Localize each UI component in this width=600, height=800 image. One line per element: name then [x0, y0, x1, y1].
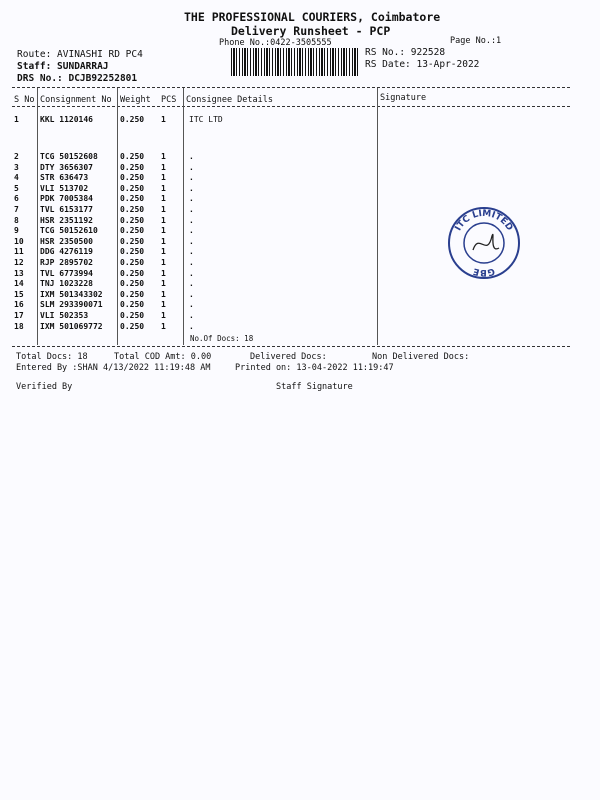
cell-consignee: .: [189, 215, 194, 225]
non-delivered-docs: Non Delivered Docs:: [372, 352, 470, 362]
cell-cons: STR 636473: [40, 173, 89, 183]
page-number: Page No.:1: [450, 36, 502, 46]
cell-cons: IXM 501069772: [40, 321, 103, 331]
col-header-consignment: Consignment No: [40, 95, 112, 105]
cell-pcs: 1: [161, 173, 166, 183]
cell-pcs: 1: [161, 205, 166, 214]
staff-label: Staff: SUNDARRAJ: [17, 61, 109, 72]
staff-signature-label: Staff Signature: [276, 382, 353, 392]
cell-cons: HSR 2351192: [40, 215, 93, 225]
cell-pcs: 1: [161, 215, 166, 225]
cell-weight: 0.250: [120, 194, 145, 204]
cell-weight: 0.250: [120, 152, 145, 161]
cell-consignee: .: [189, 247, 194, 257]
cell-pcs: 1: [161, 162, 166, 172]
cell-cons: TNJ 1023228: [40, 279, 93, 289]
cell-pcs: 1: [161, 226, 166, 236]
cell-consignee: .: [189, 258, 194, 267]
cell-cons: TVL 6153177: [40, 205, 93, 214]
cell-weight: 0.250: [120, 173, 145, 183]
col-header-signature: Signature: [380, 93, 427, 103]
col-divider-signature: [377, 88, 378, 345]
cell-pcs: 1: [161, 194, 166, 204]
col-divider-pcs: [183, 88, 184, 345]
cell-pcs: 1: [161, 311, 166, 320]
svg-text:GBE: GBE: [472, 265, 496, 278]
cell-cons: SLM 293390071: [40, 300, 103, 310]
cell-consignee: .: [189, 194, 194, 204]
cell-sno: 5: [14, 183, 19, 193]
cell-pcs: 1: [161, 183, 166, 193]
cell-pcs: 1: [161, 115, 166, 124]
cell-consignee: .: [189, 152, 194, 161]
svg-text:ITC LIMITED: ITC LIMITED: [453, 208, 515, 233]
cell-consignee: .: [189, 162, 194, 172]
cell-sno: 11: [14, 247, 24, 257]
cell-weight: 0.250: [120, 162, 145, 172]
header-bottom-rule: [12, 106, 570, 107]
cell-sno: 7: [14, 205, 19, 214]
cell-weight: 0.250: [120, 300, 145, 310]
cell-pcs: 1: [161, 300, 166, 310]
cell-cons: TVL 6773994: [40, 268, 93, 278]
cell-sno: 9: [14, 226, 19, 236]
runsheet-subtitle: Delivery Runsheet - PCP: [231, 24, 391, 38]
cell-cons: RJP 2895702: [40, 258, 93, 267]
cell-weight: 0.250: [120, 268, 145, 278]
cell-sno: 18: [14, 321, 24, 331]
cell-cons: DDG 4276119: [40, 247, 93, 257]
col-header-consignee: Consignee Details: [186, 95, 273, 105]
cell-sno: 3: [14, 162, 19, 172]
cell-weight: 0.250: [120, 289, 145, 299]
drs-number: DRS No.: DCJB92252801: [17, 73, 138, 84]
total-docs: Total Docs: 18: [16, 352, 88, 362]
table-bottom-rule: [12, 346, 570, 347]
cell-consignee: .: [189, 183, 194, 193]
cell-weight: 0.250: [120, 205, 145, 214]
rs-date: RS Date: 13-Apr-2022: [365, 59, 480, 70]
delivered-docs: Delivered Docs:: [250, 352, 327, 362]
cell-consignee: .: [189, 289, 194, 299]
verified-by-label: Verified By: [16, 382, 73, 392]
cell-cons: VLI 513702: [40, 183, 89, 193]
cell-sno: 13: [14, 268, 24, 278]
cell-consignee: .: [189, 321, 194, 331]
cell-cons: TCG 50152608: [40, 152, 98, 161]
cell-weight: 0.250: [120, 236, 145, 246]
cell-sno: 2: [14, 152, 19, 161]
phone-number: Phone No.:0422-3505555: [219, 38, 332, 48]
cell-consignee: .: [189, 279, 194, 289]
cell-cons: IXM 501343302: [40, 289, 103, 299]
col-header-weight: Weight: [120, 95, 151, 105]
cell-weight: 0.250: [120, 215, 145, 225]
cell-cons: KKL 1120146: [40, 115, 93, 124]
route-label: Route: AVINASHI RD PC4: [17, 49, 143, 60]
table-top-rule: [12, 87, 570, 88]
cell-cons: HSR 2350500: [40, 236, 93, 246]
company-stamp: [445, 206, 523, 280]
cell-weight: 0.250: [120, 311, 145, 320]
cell-sno: 17: [14, 311, 24, 320]
cell-pcs: 1: [161, 247, 166, 257]
cell-consignee: .: [189, 268, 194, 278]
cell-consignee: ITC LTD: [189, 115, 223, 124]
cell-pcs: 1: [161, 236, 166, 246]
cell-pcs: 1: [161, 321, 166, 331]
cell-weight: 0.250: [120, 279, 145, 289]
cell-sno: 10: [14, 236, 24, 246]
cell-sno: 16: [14, 300, 24, 310]
cell-pcs: 1: [161, 258, 166, 267]
cell-consignee: .: [189, 300, 194, 310]
cell-weight: 0.250: [120, 226, 145, 236]
cell-consignee: .: [189, 226, 194, 236]
col-divider-sno: [37, 88, 38, 345]
cell-weight: 0.250: [120, 321, 145, 331]
cell-sno: 4: [14, 173, 19, 183]
cell-consignee: .: [189, 173, 194, 183]
col-header-pcs: PCS: [161, 95, 177, 105]
company-title: THE PROFESSIONAL COURIERS, Coimbatore: [184, 10, 441, 24]
cell-pcs: 1: [161, 279, 166, 289]
cell-weight: 0.250: [120, 247, 145, 257]
rs-number: RS No.: 922528: [365, 47, 446, 58]
entered-by: Entered By :SHAN 4/13/2022 11:19:48 AM: [16, 363, 211, 373]
no-of-docs: No.Of Docs: 18: [190, 334, 254, 343]
total-cod-amount: Total COD Amt: 0.00: [114, 352, 212, 362]
printed-on: Printed on: 13-04-2022 11:19:47: [235, 363, 394, 373]
barcode: [231, 48, 359, 76]
cell-sno: 14: [14, 279, 24, 289]
cell-weight: 0.250: [120, 183, 145, 193]
cell-weight: 0.250: [120, 115, 145, 124]
cell-consignee: .: [189, 236, 194, 246]
cell-cons: TCG 50152610: [40, 226, 98, 236]
cell-weight: 0.250: [120, 258, 145, 267]
cell-sno: 8: [14, 215, 19, 225]
cell-sno: 1: [14, 115, 19, 124]
col-header-sno: S No: [14, 95, 35, 105]
cell-consignee: .: [189, 311, 194, 320]
cell-sno: 12: [14, 258, 24, 267]
cell-sno: 6: [14, 194, 19, 204]
cell-cons: DTY 3656307: [40, 162, 93, 172]
col-divider-cons: [117, 88, 118, 345]
cell-cons: VLI 502353: [40, 311, 89, 320]
cell-cons: PDK 7005384: [40, 194, 93, 204]
cell-sno: 15: [14, 289, 24, 299]
cell-pcs: 1: [161, 289, 166, 299]
cell-consignee: .: [189, 205, 194, 214]
cell-pcs: 1: [161, 152, 166, 161]
cell-pcs: 1: [161, 268, 166, 278]
